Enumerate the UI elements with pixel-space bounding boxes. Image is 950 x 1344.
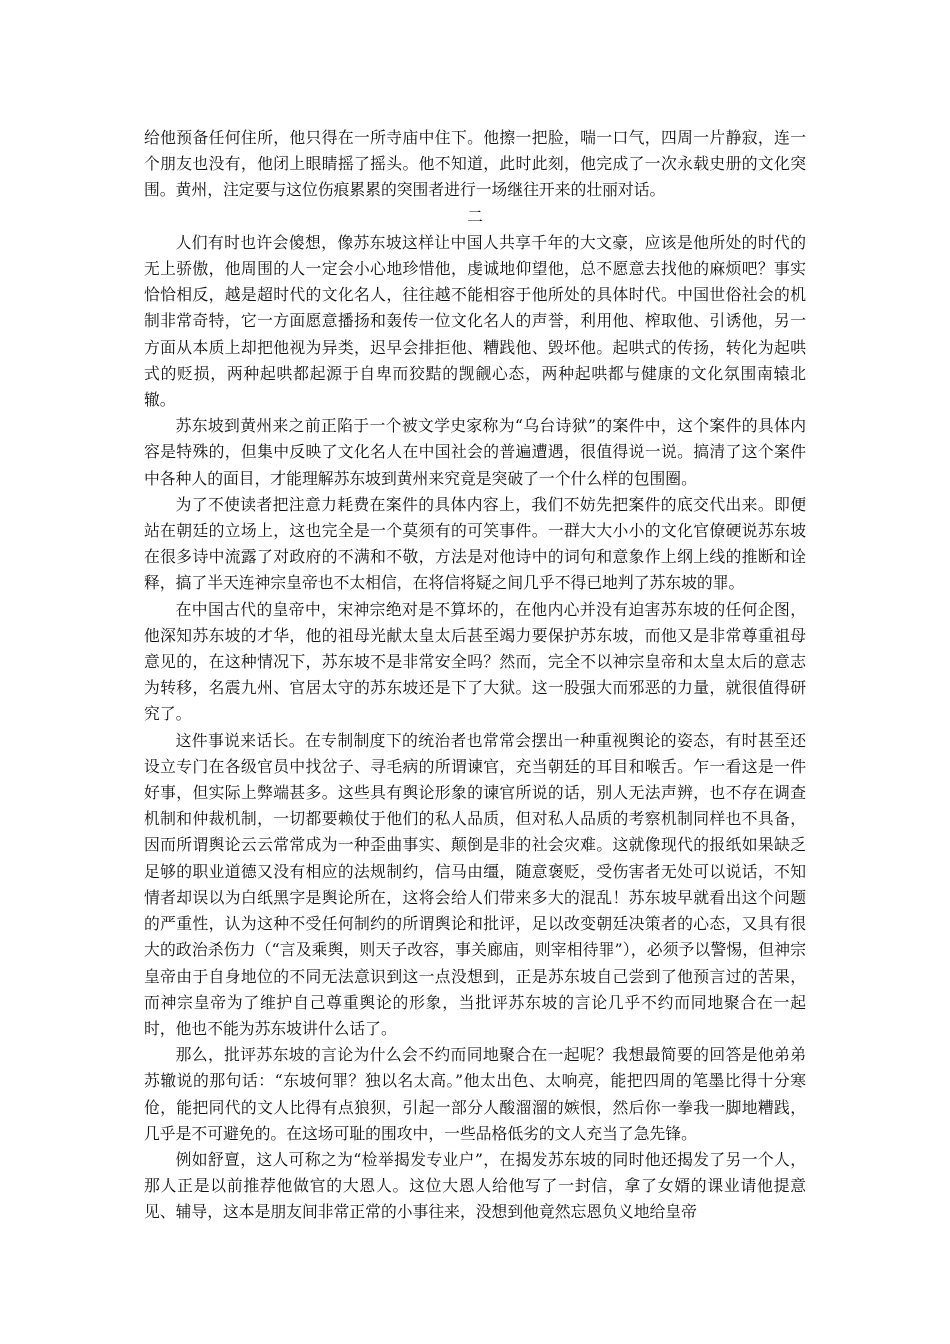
paragraph-continued: 给他预备任何住所，他只得在一所寺庙中住下。他擦一把脸，喘一口气，四周一片静寂，连一个朋友也没有，他闭上眼睛摇了摇头。他不知道，此时此刻，他完成了一次永载史册的文化突围。黄州，注定要与这位伤痕累累的突围者进行一场继往开来的壮丽对话。: [144, 128, 806, 200]
paragraph: 例如舒亶，这人可称之为“检举揭发专业户”，在揭发苏东坡的同时他还揭发了另一个人，那人正是以前推荐他做官的大恩人。这位大恩人给他写了一封信，拿了女婿的课业请他提意见、辅导，这本是朋友间非常正常的小事往来，没想到他竟然忘恩负义地给皇帝: [144, 1149, 806, 1222]
section-number: 二: [467, 206, 483, 226]
paragraph: 这件事说来话长。在专制制度下的统治者也常常会摆出一种重视舆论的姿态，有时甚至还设立专门在各级官员中找岔子、寻毛病的所谓谏官，充当朝廷的耳目和喉舌。乍一看这是一件好事，但实际上弊端甚多。这些具有舆论形象的谏官所说的话，别人无法声辨，也不存在调查机制和仲裁机制，一切都要赖仗于他们的私人品质，但对私人品质的考察机制同样也不具备，因而所谓舆论云云常常成为一种歪曲事实、颠倒是非的社会灾难。这就像现代的报纸如果缺乏足够的职业道德又没有相应的法规制约，信马由缰，随意褒贬，受伤害者无处可以说话，不知情者却误以为白纸黑字是舆论所在，这将会给人们带来多大的混乱！苏东坡早就看出这个问题的严重性，认为这种不受任何制约的所谓舆论和批评，足以改变朝廷决策者的心态，又具有很大的政治杀伤力（“言及乘舆，则天子改容，事关廊庙，则宰相待罪”），必须予以警惕，但神宗皇帝由于自身地位的不同无法意识到这一点没想到，正是苏东坡自己尝到了他预言过的苦果，而神宗皇帝为了维护自己尊重舆论的形象，当批评苏东坡的言论几乎不约而同地聚合在一起时，他也不能为苏东坡讲什么话了。: [144, 730, 806, 1038]
paragraph: 人们有时也许会傻想，像苏东坡这样让中国人共享千年的大文豪，应该是他所处的时代的无上骄傲，他周围的人一定会小心地珍惜他，虔诚地仰望他，总不愿意去找他的麻烦吧？事实恰恰相反，越是超时代的文化名人，往往越不能相容于他所处的具体时代。中国世俗社会的机制非常奇特，它一方面愿意播扬和轰传一位文化名人的声誉，利用他、榨取他、引诱他，另一方面从本质上却把他视为异类，迟早会排拒他、糟践他、毁坏他。起哄式的传扬，转化为起哄式的贬损，两种起哄都起源于自卑而狡黠的觊觎心态，两种起哄都与健康的文化氛围南辕北辙。: [144, 232, 806, 410]
document-page: [144, 125, 806, 1226]
paragraph: 苏东坡到黄州来之前正陷于一个被文学史家称为“乌台诗狱”的案件中，这个案件的具体内容是特殊的，但集中反映了文化名人在中国社会的普遍遭遇，很值得说一说。搞清了这个案件中各种人的面目，才能理解苏东坡到黄州来究竟是突破了一个什么样的包围圈。: [144, 416, 806, 488]
paragraph: 在中国古代的皇帝中，宋神宗绝对是不算坏的，在他内心并没有迫害苏东坡的任何企图，他深知苏东坡的才华，他的祖母光献太皇太后甚至竭力要保护苏东坡，而他又是非常尊重祖母意见的，在这种情况下，苏东坡不是非常安全吗？然而，完全不以神宗皇帝和太皇太后的意志为转移，名震九州、官居太守的苏东坡还是下了大狱。这一股强大而邪恶的力量，就很值得研究了。: [144, 599, 806, 724]
paragraph: 那么，批评苏东坡的言论为什么会不约而同地聚合在一起呢？我想最简要的回答是他弟弟苏辙说的那句话：“东坡何罪？独以名太高。”他太出色、太响亮，能把四周的笔墨比得十分寒伧，能把同代的文人比得有点狼狈，引起一部分人酸溜溜的嫉恨，然后你一拳我一脚地糟践，几乎是不可避免的。在这场可耻的围攻中，一些品格低劣的文人充当了急先锋。: [144, 1045, 806, 1143]
paragraph: 为了不使读者把注意力耗费在案件的具体内容上，我们不妨先把案件的底交代出来。即便站在朝廷的立场上，这也完全是一个莫须有的可笑事件。一群大大小小的文化官僚硬说苏东坡在很多诗中流露了对政府的不满和不敬，方法是对他诗中的词句和意象作上纲上线的推断和诠释，搞了半天连神宗皇帝也不太相信，在将信将疑之间几乎不得已地判了苏东坡的罪。: [144, 494, 806, 593]
